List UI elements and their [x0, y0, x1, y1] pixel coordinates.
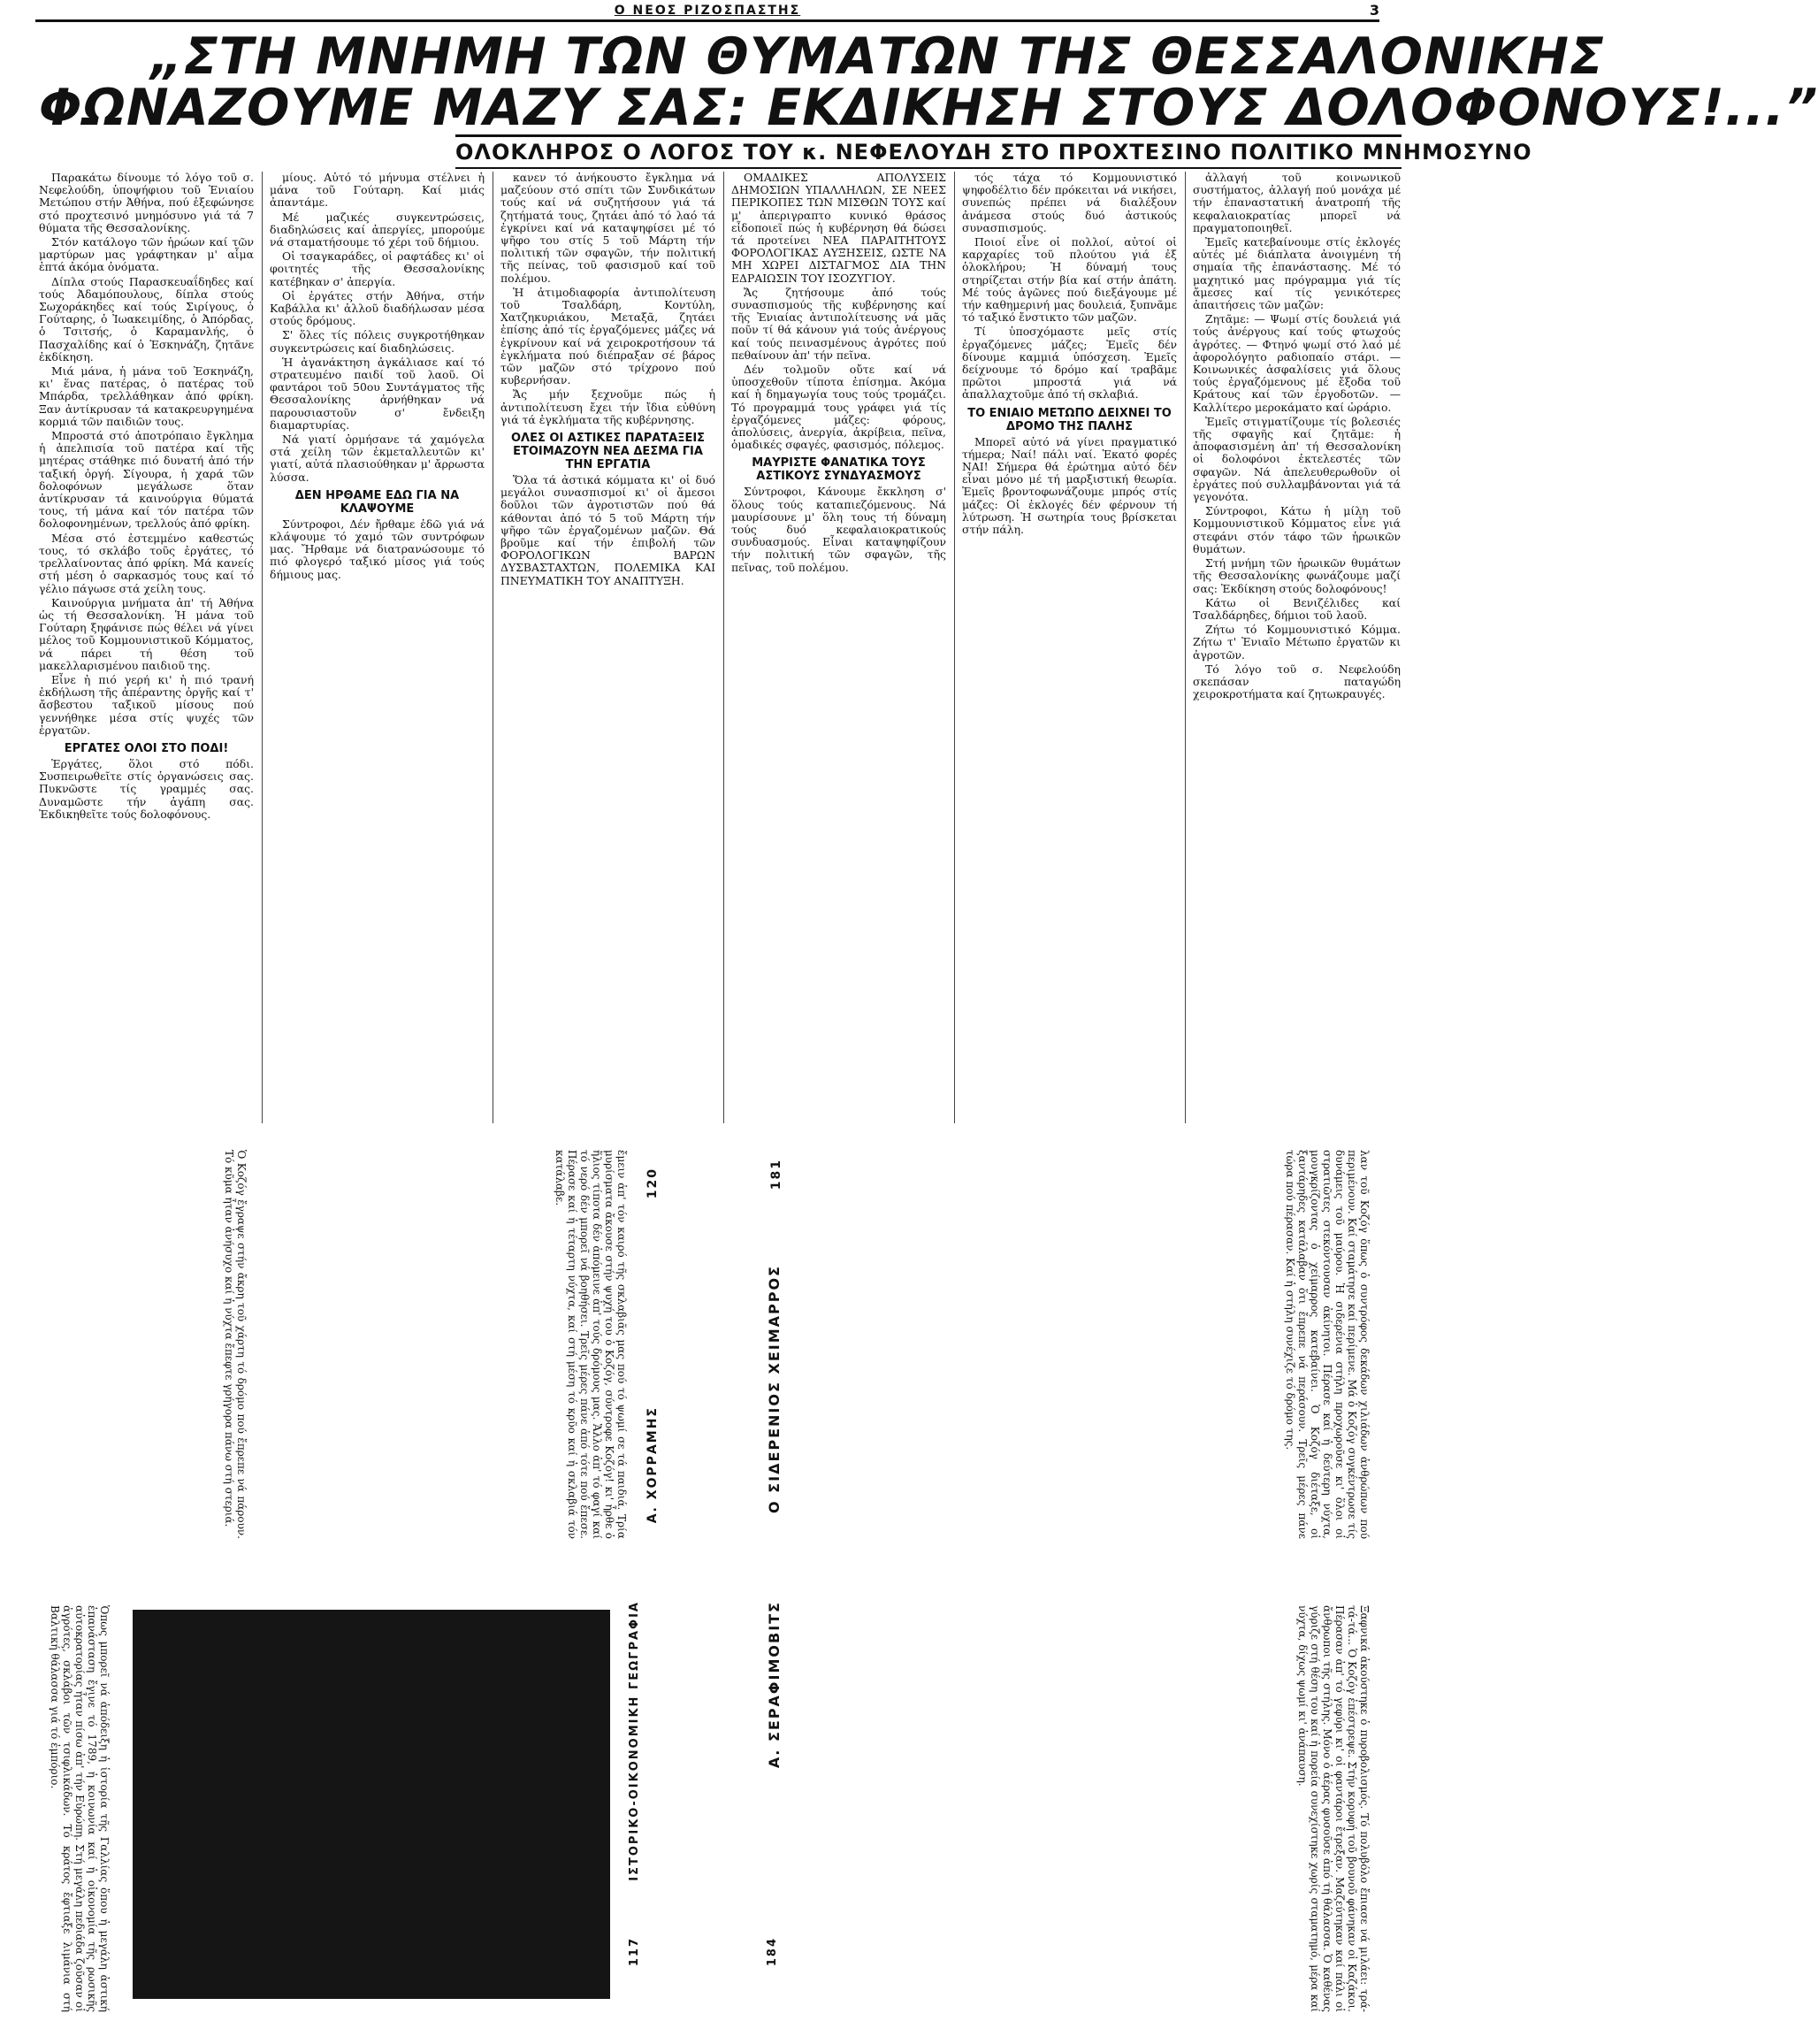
story-page-number: 181 [769, 1159, 783, 1190]
column-divider [262, 172, 263, 1123]
poem-page-number: 120 [645, 1167, 660, 1199]
paragraph: Καινούργια μνήματα ἀπ' τή Ἀθήνα ὡς τή Θεσσαλονίκη. Ἡ μάνα τοῦ Γούταρη ξηφάνισε πώς θέλει νά γίνει μέλος τοῦ Κομμουνιστικοῦ Κόμματος, νά πάρει τή θέση τοῦ μακελλαρισμένου παιδιοῦ της. [39, 595, 254, 672]
rotated-text-block [27, 1141, 256, 1548]
paragraph: Νά γιατί ὁρμήσανε τά χαμόγελα στά χείλη τῶν ἐκμεταλλευτῶν κι' γιατί, αὐτά πλασιούθηκαν μ' ἄρρωστα λύσσα. [270, 433, 485, 484]
lower-section [27, 1141, 1397, 2034]
column-1 [39, 172, 254, 1123]
paragraph: Μέσα στό ἐστεμμένο καθεστώς τους, τό σκλάβο τοῦς ἐργάτες, τό τρελλαίνοντας ἀπό φρίκη. Μά κανείς στή μέση ὁ σαρκασμός τους καί τό γέλιο πάγωσε στά χείλη τους. [39, 531, 254, 595]
column-6 [1193, 172, 1401, 1123]
column-4 [731, 172, 946, 1123]
serafimovich-author: Α. ΣΕΡΑΦΙΜΟΒΙΤΣ [766, 1601, 783, 1769]
poem-text: ἔμειν ἀπ' τόν καιρό τῆς σκλαβιᾶς μας πού τό ψωμί σε τά παιδιά. Τρία μυρίσματα ἄκουσε στήν ψυχή του ὁ Κοζόγ, σύντροφε Κοζόγ! κι' ἦρθε ὁ ἥλιος τίποτα δέν ἀπόμεινε ἀπ' τούς δρόμους μας. Ἄλλο ἀπ' τό φαγί καί τό νερό δέν μπορεῖ νά βοηθήσει. Τρεῖς μέρες πάνε ἀπό τότε πού ἔπεσε. Πέρασε καί ἡ τέταρτη νύχτα, καί στή μέση τό κρῦο καί ἡ σκλαβιά τόν κατάλαβε. [554, 1150, 628, 1539]
dark-illustration [133, 1610, 610, 1999]
paragraph: ΟΜΑΔΙΚΕΣ ΑΠΟΛΥΣΕΙΣ ΔΗΜΟΣΙΩΝ ΥΠΑΛΛΗΛΩΝ, ΣΕ ΝΕΕΣ ΠΕΡΙΚΟΠΕΣ ΤΩΝ ΜΙΣΘΩΝ ΤΟΥΣ καί μ' ἀπεριγραπτο κυνικό θράσος εἶδοποιεῖ πώς ἡ κυβέρνηση θά δώσει τά προτείνει ΝΕΑ ΠΑΡΑΙΤΗΤΟΥΣ ΦΟΡΟΛΟΓΙΚΑΣ ΑΥΞΗΣΕΙΣ, ΩΣΤΕ ΝΑ ΜΗ ΧΩΡΕΙ ΔΙΣΤΑΓΜΟΣ ΔΙΑ ΤΗΝ ΕΔΡΑΙΩΣΙΝ ΤΟΥ ΙΣΟΖΥΓΙΟΥ. [731, 171, 946, 285]
paragraph: Ἡ ἀγανάκτηση ἀγκάλιασε καί τό στρατευμένο παιδί τοῦ λαοῦ. Οἱ φαντάροι τοῦ 50ου Συντάγματος τῆς Θεσσαλονίκης ἀρνήθηκαν νά παρουσιαστοῦν σ' ἔνδειξη διαμαρτυρίας. [270, 355, 485, 432]
page-number: 3 [1369, 2, 1379, 19]
paragraph: Ἡ ἀτιμοδιαφορία ἀντιπολίτευση τοῦ Τσαλδάρη, Κοντύλη, Χατζηκυριάκου, Μεταξᾶ, ζητάει ἐπίσης ἀπό τίς ἐργαζόμενες μάζες νά ἐγκρίνουν καί νά χειροκροτήσουν τά ἐγκλήματα πού διέπραξαν σέ βάρος τῶν μαζῶν στό τρίχρονο πού κυβερνήσαν. [500, 285, 715, 387]
paragraph: Σύντροφοι, Κάτω ἡ μίλη τοῦ Κομμουνιστικοῦ Κόμματος εἶνε γιά στεφάνι στόν τάφο τῶν ἡρωικῶν θυμάτων. [1193, 504, 1401, 555]
paragraph: Εἶνε ἡ πιό γερή κι' ἡ πιό τρανή ἐκδήλωση τῆς ἀπέραντης ὀργῆς καί τ' ἄσβεστου ταξικοῦ μίσους πού γεννήθηκε μέσα στίς ψυχές τῶν ἐργατῶν. [39, 672, 254, 737]
section-heading: ΜΑΥΡΙΣΤΕ ΦΑΝΑΤΙΚΑ ΤΟΥΣ ΑΣΤΙΚΟΥΣ ΣΥΝΔΥΑΣΜΟΥΣ [752, 456, 926, 484]
serafimovich-block [796, 1601, 1379, 2017]
column-divider [723, 172, 724, 1123]
paragraph: Ἄς ζητήσουμε ἀπό τούς συνασπισμούς τῆς κυβέρνησης καί τῆς Ἐνιαίας ἀντιπολίτευσης νά μᾶς ποῦν τί θά κάνουν γιά τούς ἀνέργους καί τούς πεινασμένους ἀγρότες πού πεθαίνουν ἀπ' τήν πεῖνα. [731, 285, 946, 362]
paragraph: Τό λόγο τοῦ σ. Νεφελούδη σκεπάσαν παταγώδη χειροκροτήματα καί ζητωκραυγές. [1193, 662, 1401, 701]
section-heading: ΕΡΓΑΤΕΣ ΟΛΟΙ ΣΤΟ ΠΟΔΙ! [64, 741, 229, 755]
poem-author: Α. ΧΟΡΡΑΜΗΣ [645, 1406, 660, 1524]
paragraph: Στόν κατάλογο τῶν ἡρώων καί τῶν μαρτύρων μας γράφτηκαν μ' αἷμα ἑπτά ἀκόμα ὀνόματα. [39, 235, 254, 274]
paragraph: Ἐμεῖς κατεβαίνουμε στίς ἐκλογές αὐτές μέ διάπλατα ἀνοιγμένη τή σημαία τῆς ἐπανάστασης. Μέ τό μαχητικό μας πρόγραμμα γιά τίς ἄμεσες καί τίς γενικότερες ἀπαιτήσεις τῶν μαζῶν: [1193, 235, 1401, 312]
paragraph: Τί ὑποσχόμαστε μεῖς στίς ἐργαζόμενες μάζες; Ἐμεῖς δέν δίνουμε καμμιά ὑπόσχεση. Ἐμεῖς δείχνουμε τό δρόμο καί τραβᾶμε πρῶτοι μπροστά γιά νά ἀπαλλαχτοῦμε ἀπό τή σκλαβιά. [962, 325, 1177, 402]
paragraph: Παρακάτω δίνουμε τό λόγο τοῦ σ. Νεφελούδη, ὑποψήφιου τοῦ Ἑνιαίου Μετώπου στήν Ἀθήνα, πού ἐξεφώνησε στό προχτεσινό μνημόσυνο γιά τά 7 θύματα τῆς Θεσσαλονίκης. [39, 171, 254, 234]
paragraph: Σ' ὅλες τίς πόλεις συγκροτήθηκαν συγκεντρώσεις καί διαδηλώσεις. [270, 328, 485, 355]
headline-line-2: ΦΩΝΑΖΟΥΜΕ ΜΑΖΥ ΣΑΣ: ΕΚΔΙΚΗΣΗ ΣΤΟΥΣ ΔΟΛΟΦΟΝΟΥΣ!...” [39, 79, 1818, 137]
masthead [35, 4, 1379, 22]
paragraph: Δίπλα στούς Παρασκευαΐδηδες καί τούς Ἀδαμόπουλους, δίπλα στούς Σωχοράκηδες καί τούς Σιρίγους, ὁ Γούταρης, ὁ Ἰωακειμίδης, ὁ Ἀπόρδας, ὁ Τσιτσής, ὁ Καραμανλής, ὁ Πασχαλίδης καί ὁ Ἐσκηνάζη, ζητᾶνε ἐκδίκηση. [39, 274, 254, 364]
history-page-number: 117 [628, 1937, 641, 1967]
column-5 [962, 172, 1177, 1123]
rotated-text: Ὁ Κοζόγ ἔγραψε στήν ἄκρη τοῦ χάρτη τό δρόμο πού ἔπρεπε νά πάρουν. Τό κῦμα ἦταν ἀνήσυχο καί ἡ νύχτα ἔπεφτε γρήγορα πάνω στή στεριά. [223, 1150, 248, 1539]
paragraph: Οἱ ἐργάτες στήν Ἀθήνα, στήν Καβάλλα κι' ἀλλοῦ διαδήλωσαν μέσα στούς δρόμους. [270, 288, 485, 328]
section-heading: ΔΕΝ ΗΡΘΑΜΕ ΕΔΩ ΓΙΑ ΝΑ ΚΛΑΨΟΥΜΕ [294, 488, 460, 516]
story-block [796, 1141, 1379, 1548]
paragraph: Ζητᾶμε: — Ψωμί στίς δουλειά γιά τούς ἀνέργους καί τούς φτωχούς ἀγρότες. — Φτηνό ψωμί στό λαό μέ ἀφορολόγητο ραδιοπαίο στάρι. — Κοινωνικές ἀσφαλίσεις γιά ὅλους τούς ἐργαζόμενους μέ ἔξοδα τοῦ Κράτους καί τῶν ἐργοδοτῶν. — Καλλίτερο μεροκάματο καί ὡράριο. [1193, 312, 1401, 414]
column-2 [270, 172, 485, 1123]
section-heading: ΤΟ ΕΝΙΑΙΟ ΜΕΤΩΠΟ ΔΕΙΧΝΕΙ ΤΟ ΔΡΟΜΟ ΤΗΣ ΠΑΛΗΣ [967, 406, 1172, 433]
serafimovich-text: Ξαφνικά ἀκούστηκε ὁ πυροβολισμός. Τό πολυβόλο ἔπιασε νά μιλάει: τρά-τά-τά... Ὁ Κοζόγ ἐπέστρεψε. Στήν κορυφή τοῦ βουνοῦ φάνηκαν οἱ Καζάκοι. Πέρασαν ἀπ' τό γεφύρι κι' οἱ φαντάροι ἔτρεξαν. Μαζεύτηκαν καί πάλι οἱ ἄνθρωποι τῆς στήλης. Μόνο ὁ ἀέρας φυσοῦσε ἀπό τή θάλασσα. Ὁ καθένας γύριζε στή θέση του καί ἡ πορεία συνεχίστηκε χωρίς σταματημό, μέρα καί νύχτα, δίχως ψωμί κι' ἀνάπαυση. [1296, 1605, 1371, 2012]
paragraph: Ἐμεῖς στιγματίζουμε τίς βολεσιές τῆς σφαγῆς καί ζητᾶμε: ἡ ἀποφασισμένη ἀπ' τή Θεσσαλονίκη οἱ δολοφόνοι ἐκτελεστές τῶν σφαγῶν. Νά ἀπελευθερωθοῦν οἱ ἐργάτες πού συλλαμβάνονται γιά τά γεγονότα. [1193, 414, 1401, 504]
story-title: Ο ΣΙΔΕΡΕΝΙΟΣ ΧΕΙΜΑΡΡΟΣ [766, 1265, 783, 1513]
paragraph: Ζήτω τό Κομμουνιστικό Κόμμα. Ζήτω τ' Ἑνιαῖο Μέτωπο ἐργατῶν κι ἀγροτῶν. [1193, 623, 1401, 662]
paragraph: Σύντροφοι, Κάνουμε ἔκκληση σ' ὅλους τούς καταπιεζόμενους. Νά μαυρίσουνε μ' ὅλη τους τή δύναμη τούς δυό κεφαλαιοκρατικούς συνδυασμούς. Εἶναι καταψηφίζουν τήν πολιτική τῶν σφαγῶν, τῆς πεῖνας, τοῦ πολέμου. [731, 485, 946, 574]
paragraph: Ἐργάτες, ὅλοι στό πόδι. Συσπειρωθεῖτε στίς ὀργανώσεις σας. Πυκνῶστε τίς γραμμές σας. Δυναμῶστε τήν ἀγάπη σας. Ἐκδικηθεῖτε τούς δολοφόνους. [39, 756, 254, 821]
paragraph: Μπορεῖ αὐτό νά γίνει πραγματικό τήμερα; Ναί! πάλι ναί. Ἑκατό φορές ΝΑΙ! Σήμερα θά ἐρώτημα αὐτό δέν εἶναι μόνο μέ τή μαρξιστική θεωρία. Ἐμεῖς βροντοφωνάζουμε μπρός στίς μάζες: Οἱ ἐκλογές δέν φέρνουν τή λύτρωση. Ἡ σωτηρία τους βρίσκεται στήν πάλη. [962, 434, 1177, 537]
paragraph: Δέν τολμοῦν οὔτε καί νά ὑποσχεθοῦν τίποτα ἐπίσημα. Ἀκόμα καί ἡ δημαγωγία τους τούς τρομάζει. Τό προγραμμά τους γράφει γιά τίς ἐργαζόμενες μάζες: φόρους, ἀπολύσεις, ἀνεργία, ἀκρίβεια, πεῖνα, ὁμαδικές σφαγές, φασισμός, πόλεμος. [731, 363, 946, 452]
paragraph: Μπροστά στό ἀποτρόπαιο ἔγκλημα ἡ ἀπελπισία τοῦ πατέρα καί τῆς μητέρας στάθηκε πιό δυνατή ἀπό τήν ταξική ὀργή. Σίγουρα, ἡ χαρά τῶν δολοφόνων μεγάλωσε ὅταν ἀντίκρυσαν τά καινούργια θύματά τους, τή μάνα καί τόν πατέρα τῶν δολοφονημένων, τρελλούς ἀπό φρίκη. [39, 429, 254, 531]
serafimovich-page-number: 184 [766, 1937, 779, 1967]
paragraph: τός τάχα τό Κομμουνιστικό ψηφοδέλτιο δέν πρόκειται νά νικήσει, συνεπώς πρέπει νά διαλέξουν ἀνάμεσα στούς δυό ἀστικούς συνασπισμούς. [962, 171, 1177, 234]
section-heading: ΟΛΕΣ ΟΙ ΑΣΤΙΚΕΣ ΠΑΡΑΤΑΞΕΙΣ ΕΤΟΙΜΑΖΟΥΝ ΝΕΑ ΔΕΣΜΑ ΓΙΑ ΤΗΝ ΕΡΓΑΤΙΑ [510, 432, 706, 472]
story-text: λαν τοῦ Κοζόγ ὅπως ὁ συντρόφος δεκάδων χιλιάδων ἀνθρώπων πού περιμένουν. Καί σταμάτησε καί περίμενε. Μά ὁ Κοζόγ συγκέντρωσε τίς δυνάμεις τοῦ μαύρου. Ἡ σιδερένια στήλη προχωροῦσε κι' ὅλοι οἱ στρατιῶτες στεκόντουσαν ἀκίνητοι. Πέρασε καί ἡ δεύτερη νύχτα, μουγκρίζοντας ὁ χείμαρρος κατεβαίνει. Ὁ Κοζόγ διέταξε, οἱ ξαντάρηδες κατάλαβαν ὅτι ἔπρεπε νά περάσουν. Τρεῖς μέρες πάνε τώρα πού πέρασαν. Καί ἡ στήλη συνέχιζε τό δρόμο της. [1284, 1150, 1371, 1539]
column-3 [500, 172, 715, 1123]
history-text-block [27, 1601, 115, 2017]
history-text: Ὁπως μπορεῖ νά ἀπόδειξη ἡ ἱστορία τῆς Γαλλίας ὅπου ἡ μεγάλη ἀστική ἐπανάσταση ἔγινε τό 1789, ἡ κοινωνία καί ἡ οἰκονομία τῆς ρωσικῆς αὐτοκρατορίας ἦταν πίσω ἀπ' τήν Εὐρώπη. Στή μεγάλη πεδιάδα ζοῦσαν οἱ ἀγρότες, σκλάβοι τῶν τσιφλικάδων. Τό κράτος ἔφτιαξε λιμάνια στή Βαλτική θάλασσα γιά τό ἐμπόριο. [49, 1605, 111, 2012]
paragraph: μίους. Αὐτό τό μήνυμα στέλνει ἡ μάνα τοῦ Γούταρη. Καί μιάς ἀπαντάμε. [270, 171, 485, 210]
subheadline: ΟΛΟΚΛΗΡΟΣ Ο ΛΟΓΟΣ ΤΟΥ κ. ΝΕΦΕΛΟΥΔΗ ΣΤΟ ΠΡΟΧΤΕΣΙΝΟ ΠΟΛΙΤΙΚΟ ΜΝΗΜΟΣΥΝΟ [455, 134, 1402, 169]
paragraph: Μιά μάνα, ἡ μάνα τοῦ Ἐσκηνάζη, κι' ἕνας πατέρας, ὁ πατέρας τοῦ Μπάρδα, τρελλάθηκαν ἀπό φρίκη. Ξαν ἀντίκρυσαν τά κατακρευργημένα κορμιά τῶν παιδιῶν τους. [39, 364, 254, 428]
history-title: ΙΣΤΟΡΙΚΟ-ΟΙΚΟΝΟΜΙΚΗ ΓΕΩΓΡΑΦΙΑ [628, 1601, 641, 1881]
paragraph: Κάτω οἱ Βενιζέλιδες καί Τσαλδάρηδες, δήμιοι τοῦ λαοῦ. [1193, 595, 1401, 622]
paragraph: Στή μνήμη τῶν ἡρωικῶν θυμάτων τῆς Θεσσαλονίκης φωνάζουμε μαζί σας: Ἐκδίκηση στούς δολοφόνους! [1193, 556, 1401, 595]
newspaper-name: Ο ΝΕΟΣ ΡΙΖΟΣΠΑΣΤΗΣ [609, 4, 806, 18]
paragraph: Οἱ τσαγκαράδες, οἱ ραφτάδες κι' οἱ φοιτητές τῆς Θεσσαλονίκης κατέβηκαν σ' ἀπεργία. [270, 249, 485, 288]
paragraph: ἀλλαγή τοῦ κοινωνικοῦ συστήματος, ἀλλαγή πού μονάχα μέ τήν ἐπαναστατική ἀνατροπή τῆς κεφαλαιοκρατίας μπορεῖ νά πραγματοποιηθεῖ. [1193, 171, 1401, 234]
column-divider [954, 172, 955, 1123]
paragraph: Ἄς μήν ξεχνοῦμε πώς ἡ ἀντιπολίτευση ἔχει τήν ἴδια εὐθύνη γιά τά ἐγκλήματα τῆς κυβέρνησης. [500, 387, 715, 426]
paragraph: κανεν τό ἀνήκουστο ἔγκλημα νά μαζεύουν στό σπίτι τῶν Συνδικάτων τούς καί νά συζητήσουν γιά τά ζητήματά τους, ζητάει ἀπό τό λαό τά ἐγκρίνει καί νά καταψηφίσει μέ τό ψῆφο του στίς 5 τοῦ Μάρτη τήν πολιτική τῶν σφαγῶν, τήν πολιτική τῆς πείνας, τοῦ φασισμοῦ καί τοῦ πολέμου. [500, 171, 715, 285]
paragraph: Σύντροφοι, Δέν ἤρθαμε ἐδῶ γιά νά κλάψουμε τό χαμό τῶν συντρόφων μας. Ἤρθαμε νά διατρανώσουμε τό πιό φλογερό ταξικό μίσος γιά τούς δήμιους μας. [270, 517, 485, 581]
headline-line-1: „ΣΤΗ ΜΝΗΜΗ ΤΩΝ ΘΥΜΑΤΩΝ ΤΗΣ ΘΕΣΣΑΛΟΝΙΚΗΣ [150, 27, 1605, 86]
poem-block [265, 1141, 637, 1548]
column-divider [1185, 172, 1186, 1123]
paragraph: Μέ μαζικές συγκεντρώσεις, διαδηλώσεις καί ἀπεργίες, μπορούμε νά σταματήσουμε τό χέρι τοῦ δήμιου. [270, 210, 485, 249]
paragraph: Ποιοί εἶνε οἱ πολλοί, αὐτοί οἱ καρχαρίες τοῦ πλούτου γιά ἐξ ὁλοκλήρου; Ἡ δύναμή τους στηρίζεται στήν βία καί στήν ἀπάτη. Μέ τούς ἀγῶνες πού διεξάγουμε μέ τήν καθημερινή μας δουλειά, ξυπνᾶμε τό ταξικό ἔνστικτο τῶν μαζῶν. [962, 235, 1177, 325]
paragraph: Ὅλα τά ἀστικά κόμματα κι' οἱ δυό μεγάλοι συνασπισμοί κι' οἱ ἄμεσοι δοῦλοι τῶν ἀγροτιστῶν πού θά κάθονται ἀπό τό 5 τοῦ Μάρτη τήν ψῆφο τῶν ἐργαζομένων μαζῶν. Θά βροῦμε καί τήν ἐπιβολή τῶν ΦΟΡΟΛΟΓΙΚΩΝ ΒΑΡΩΝ ΔΥΣΒΑΣΤΑΧΤΩΝ, ΠΟΛΕΜΙΚΑ ΚΑΙ ΠΝΕΥΜΑΤΙΚΗ ΤΟΥ ΑΝΑΠΤΥΞΗ. [500, 473, 715, 587]
article-columns [39, 172, 1401, 1123]
